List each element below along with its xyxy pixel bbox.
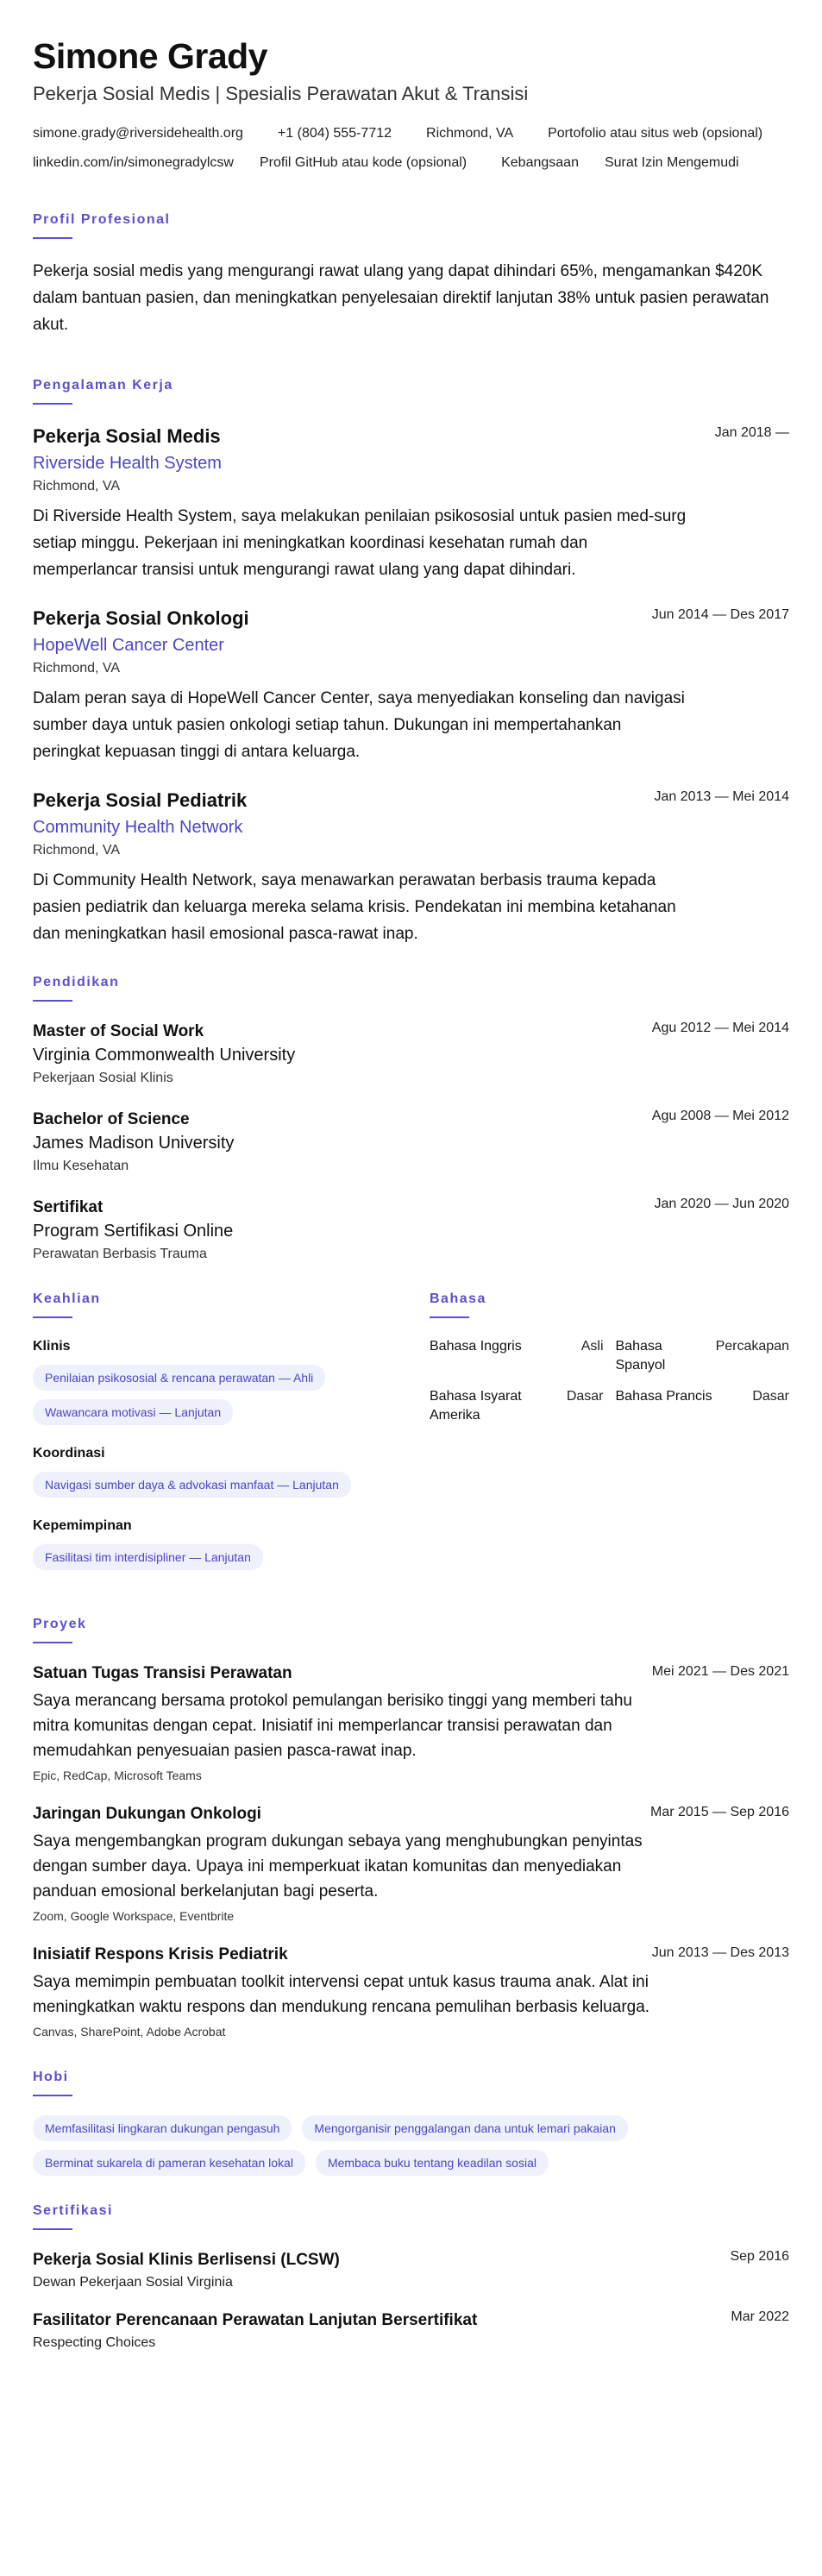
education-date: Agu 2008 — Mei 2012	[651, 1109, 789, 1123]
certification-issuer: Dewan Pekerjaan Sosial Virginia	[33, 2275, 233, 2290]
project-description: Saya mengembangkan program dukungan sebaya yang menghubungkan penyintas dengan sumber daya. Upaya ini memperkuat ikatan komunitas dan menyediakan panduan emosional berkelanjutan bagi peserta.	[33, 1832, 643, 1901]
job-description: Di Riverside Health System, saya melakukan penilaian psikososial untuk pasien med-surg setiap minggu. Pekerjaan ini meningkatkan koordinasi kesehatan rumah dan memperlancar transisi untuk mengurangi rawat ulang yang dapat dihindari.	[33, 507, 687, 579]
language-name: Bahasa Prancis	[615, 1389, 712, 1404]
contact-phone[interactable]: +1 (804) 555-7712	[277, 126, 392, 141]
job-entry	[33, 606, 789, 765]
job-entry	[33, 424, 789, 583]
contact-location: Richmond, VA	[426, 126, 514, 141]
language-item	[616, 1337, 790, 1375]
skills-languages-row	[33, 1290, 789, 1589]
languages-section	[430, 1290, 789, 1589]
education-date: Agu 2012 — Mei 2014	[651, 1021, 789, 1035]
job-date: Jan 2018 —	[714, 425, 789, 440]
education-entry	[33, 1197, 789, 1264]
section-title: Hobi	[33, 2070, 69, 2084]
certification-date: Sep 2016	[730, 2249, 789, 2264]
skill-chips	[33, 1544, 430, 1570]
certification-entry	[33, 2309, 789, 2353]
job-location: Richmond, VA	[33, 479, 121, 493]
job-title: Pekerja Sosial Onkologi	[33, 607, 249, 629]
education-school: James Madison University	[33, 1134, 235, 1153]
contact-license: Surat Izin Mengemudi	[604, 155, 739, 170]
section-title: Keahlian	[33, 1291, 101, 1306]
education-entry	[33, 1021, 789, 1088]
contact-portfolio[interactable]: Portofolio atau situs web (opsional)	[548, 126, 763, 141]
education-section	[33, 973, 789, 1264]
projects-section	[33, 1615, 789, 2040]
skill-group-title: Kepemimpinan	[33, 1518, 132, 1533]
project-title: Inisiatif Respons Krisis Pediatrik	[33, 1945, 288, 1963]
job-date: Jun 2014 — Des 2017	[651, 607, 789, 622]
language-item	[616, 1387, 790, 1425]
education-field: Perawatan Berbasis Trauma	[33, 1247, 207, 1261]
experience-section	[33, 376, 789, 947]
skill-chip: Fasilitasi tim interdisipliner — Lanjutan	[33, 1544, 263, 1570]
skill-group-title: Koordinasi	[33, 1446, 105, 1461]
skill-chips	[33, 1472, 430, 1498]
skill-chip: Penilaian psikososial & rencana perawatan — Ahli	[33, 1365, 325, 1391]
section-title: Bahasa	[430, 1291, 486, 1306]
skill-chips	[33, 1365, 430, 1425]
job-entry	[33, 788, 789, 947]
skill-group-title: Klinis	[33, 1339, 71, 1354]
education-degree: Bachelor of Science	[33, 1110, 190, 1128]
section-title: Proyek	[33, 1617, 87, 1631]
project-title: Satuan Tugas Transisi Perawatan	[33, 1664, 292, 1682]
language-level: Percakapan	[715, 1339, 789, 1354]
certification-name: Fasilitator Perencanaan Perawatan Lanjutan Bersertifikat	[33, 2311, 478, 2329]
education-field: Ilmu Kesehatan	[33, 1159, 129, 1173]
section-divider	[33, 237, 72, 239]
skill-chip: Wawancara motivasi — Lanjutan	[33, 1399, 233, 1425]
skill-chip: Navigasi sumber daya & advokasi manfaat — Lanjutan	[33, 1472, 351, 1498]
project-entry	[33, 1803, 789, 1925]
summary-section	[33, 210, 789, 338]
hobby-chip: Mengorganisir penggalangan dana untuk lemari pakaian	[302, 2115, 627, 2141]
project-tools: Epic, RedCap, Microsoft Teams	[33, 1769, 202, 1782]
contact-info	[33, 124, 789, 173]
job-date: Jan 2013 — Mei 2014	[654, 789, 789, 804]
section-divider	[33, 1316, 72, 1318]
section-title: Pengalaman Kerja	[33, 378, 173, 393]
education-degree: Sertifikat	[33, 1198, 104, 1216]
job-description: Di Community Health Network, saya menawarkan perawatan berbasis trauma kepada pasien pediatrik dan keluarga mereka selama krisis. Pendekatan ini membina ketahanan dan meningkatkan hasil emosional pasca-rawat inap.	[33, 871, 676, 943]
job-company: Riverside Health System	[33, 454, 222, 473]
language-item	[430, 1337, 604, 1375]
job-title: Pekerja Sosial Pediatrik	[33, 789, 248, 811]
education-field: Pekerjaan Sosial Klinis	[33, 1071, 173, 1085]
project-title: Jaringan Dukungan Onkologi	[33, 1805, 261, 1823]
summary-text: Pekerja sosial medis yang mengurangi rawat ulang yang dapat dihindari 65%, mengamankan $420K dalam bantuan pasien, dan meningkatkan penyelesaian direktif lanjutan 38% untuk pasien perawatan akut.	[33, 262, 769, 334]
certifications-section	[33, 2202, 789, 2353]
section-title: Profil Profesional	[33, 212, 171, 227]
skills-section	[33, 1290, 430, 1589]
language-level: Dasar	[566, 1389, 604, 1404]
certification-name: Pekerja Sosial Klinis Berlisensi (LCSW)	[33, 2251, 340, 2269]
contact-linkedin[interactable]: linkedin.com/in/simonegradylcsw	[33, 155, 234, 170]
certification-date: Mar 2022	[731, 2309, 789, 2324]
section-divider	[33, 2095, 72, 2096]
hobby-chip: Berminat sukarela di pameran kesehatan lokal	[33, 2150, 305, 2176]
project-entry	[33, 1662, 789, 1784]
contact-nationality: Kebangsaan	[501, 155, 579, 170]
job-location: Richmond, VA	[33, 661, 121, 675]
education-entry	[33, 1109, 789, 1176]
language-level: Asli	[580, 1339, 604, 1354]
language-item	[430, 1387, 604, 1425]
project-tools: Canvas, SharePoint, Adobe Acrobat	[33, 2025, 226, 2039]
project-date: Mar 2015 — Sep 2016	[650, 1805, 789, 1819]
education-school: Virginia Commonwealth University	[33, 1046, 296, 1065]
certification-entry	[33, 2249, 789, 2292]
job-location: Richmond, VA	[33, 843, 121, 858]
section-divider	[33, 1642, 72, 1643]
language-name: Bahasa Isyarat Amerika	[430, 1389, 522, 1423]
hobby-chip: Memfasilitasi lingkaran dukungan pengasuh	[33, 2115, 292, 2141]
candidate-name: Simone Grady	[33, 36, 267, 76]
education-degree: Master of Social Work	[33, 1022, 204, 1040]
contact-github[interactable]: Profil GitHub atau kode (opsional)	[259, 155, 467, 170]
language-name: Bahasa Spanyol	[615, 1339, 666, 1373]
certification-issuer: Respecting Choices	[33, 2335, 156, 2350]
section-divider	[430, 1316, 469, 1318]
education-school: Program Sertifikasi Online	[33, 1222, 234, 1241]
education-date: Jan 2020 — Jun 2020	[654, 1197, 789, 1211]
project-description: Saya merancang bersama protokol pemulangan berisiko tinggi yang memberi tahu mitra komunitas dengan cepat. Inisiatif ini memperlancar transisi perawatan dan memudahkan penyesuaian pasien pasca-rawat inap.	[33, 1692, 632, 1760]
language-list	[430, 1337, 789, 1425]
section-divider	[33, 2228, 72, 2230]
hobby-chips	[33, 2115, 789, 2176]
project-date: Mei 2021 — Des 2021	[651, 1664, 789, 1679]
project-entry	[33, 1944, 789, 2040]
section-divider	[33, 403, 72, 405]
language-level: Dasar	[752, 1389, 789, 1404]
section-title: Sertifikasi	[33, 2203, 113, 2218]
project-tools: Zoom, Google Workspace, Eventbrite	[33, 1909, 235, 1923]
project-description: Saya memimpin pembuatan toolkit intervensi cepat untuk kasus trauma anak. Alat ini meningkatkan waktu respons dan mendukung rencana pemulihan berbasis keluarga.	[33, 1973, 650, 2016]
hobby-chip: Membaca buku tentang keadilan sosial	[316, 2150, 549, 2176]
section-divider	[33, 1000, 72, 1002]
contact-email[interactable]: simone.grady@riversidehealth.org	[33, 126, 243, 141]
project-date: Jun 2013 — Des 2013	[651, 1945, 789, 1960]
hobbies-section	[33, 2068, 789, 2176]
job-company: HopeWell Cancer Center	[33, 636, 224, 655]
job-title: Pekerja Sosial Medis	[33, 425, 221, 447]
job-company: Community Health Network	[33, 818, 243, 837]
language-name: Bahasa Inggris	[430, 1339, 522, 1354]
section-title: Pendidikan	[33, 975, 120, 990]
candidate-headline: Pekerja Sosial Medis | Spesialis Perawatan Akut & Transisi	[33, 83, 529, 104]
job-description: Dalam peran saya di HopeWell Cancer Center, saya menyediakan konseling dan navigasi sumber daya untuk pasien onkologi setiap tahun. Dukungan ini mempertahankan peringkat kepuasan tinggi di antara keluarga.	[33, 689, 685, 761]
resume-header	[33, 35, 789, 173]
